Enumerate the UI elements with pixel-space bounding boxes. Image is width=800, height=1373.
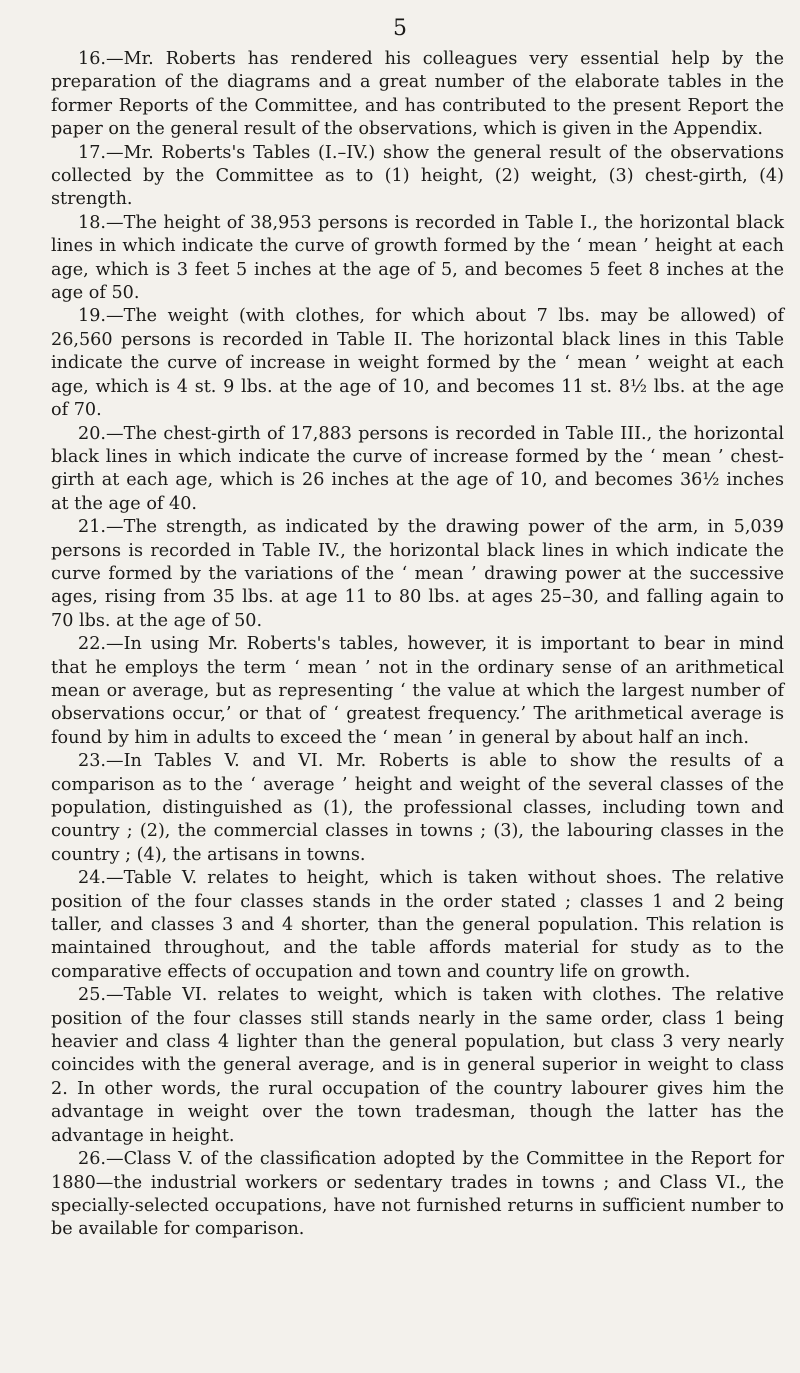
paragraph-number: 22. <box>78 634 106 655</box>
paragraph-20 <box>51 423 784 517</box>
paragraph-text: —Table V. relates to height, which is taken without shoes. The relative position of the four classes stands in the order stated ; classes 1 and 2 being taller, and classes 3 and 4 shorter, than the general population. This relation is maintained throughout, and the table affords material for study as to the comparative effects of occupation and town and country life on growth. <box>51 868 784 982</box>
paragraph-number: 24. <box>78 868 106 889</box>
paragraph-number: 18. <box>78 212 106 233</box>
paragraph-text: —The height of 38,953 persons is recorded in Table I., the horizontal black lines in which indicate the curve of growth formed by the ‘ mean ’ height at each age, which is 3 feet 5 inches at the age of 5, and becomes 5 feet 8 inches at the age of 50. <box>51 212 784 304</box>
paragraph-text: —The strength, as indicated by the drawing power of the arm, in 5,039 persons is recorded in Table IV., the horizontal black lines in which indicate the curve formed by the variations of the ‘ mean ’ drawing power at the successive ages, rising from 35 lbs. at age 11 to 80 lbs. at ages 25–30, and falling again to 70 lbs. at the age of 50. <box>51 517 784 631</box>
paragraph-number: 23. <box>78 751 106 772</box>
paragraph-22 <box>51 633 784 750</box>
paragraph-number: 26. <box>78 1149 106 1170</box>
paragraph-18 <box>51 212 784 306</box>
paragraph-text: —Table VI. relates to weight, which is taken with clothes. The relative position of the four classes still stands nearly in the same order, class 1 being heavier and class 4 lighter than the general population, but class 3 very nearly coincides with the general average, and is in general superior in weight to class 2. In other words, the rural occupation of the country labourer gives him the advantage in weight over the town tradesman, though the latter has the advantage in height. <box>51 985 784 1146</box>
paragraph-number: 19. <box>78 306 106 327</box>
paragraph-26 <box>51 1148 784 1242</box>
paragraph-text: —The chest-girth of 17,883 persons is recorded in Table III., the horizontal black lines in which indicate the curve of increase formed by the ‘ mean ’ chest-girth at each age, which is 26 inches at the age of 10, and becomes 36½ inches at the age of 40. <box>51 423 784 514</box>
paragraph-number: 17. <box>78 142 106 163</box>
paragraph-16 <box>51 48 784 142</box>
paragraph-23 <box>51 750 784 867</box>
body-text <box>51 48 784 1242</box>
paragraph-text: —Mr. Roberts's Tables (I.–IV.) show the general result of the observations collected by the Committee as to (1) height, (2) weight, (3) chest-girth, (4) strength. <box>51 142 784 210</box>
paragraph-text: —In using Mr. Roberts's tables, however, it is important to bear in mind that he employs the term ‘ mean ’ not in the ordinary sense of an arithmetical mean or average, but as representing ‘ the value at which the largest number of observations occur,’ or that of ‘ greatest frequency.’ The arithmetical average is found by him in adults to exceed the ‘ mean ’ in general by about half an inch. <box>51 634 784 748</box>
paragraph-number: 21. <box>78 517 106 538</box>
paragraph-number: 20. <box>78 423 106 444</box>
paragraph-number: 25. <box>78 985 106 1006</box>
paragraph-text: —Class V. of the classification adopted by the Committee in the Report for 1880—the industrial workers or sedentary trades in towns ; and Class VI., the specially-selected occupations, have not furnished returns in sufficient number to be available for comparison. <box>51 1149 784 1240</box>
paragraph-17 <box>51 142 784 212</box>
paragraph-text: —In Tables V. and VI. Mr. Roberts is able to show the results of a comparison as to the ‘ average ’ height and weight of the several classes of the population, distinguished as (1), the professional classes, including town and country ; (2), the commercial classes in towns ; (3), the labouring classes in the country ; (4), the artisans in towns. <box>51 751 784 865</box>
paragraph-number: 16. <box>78 49 106 69</box>
paragraph-21 <box>51 516 784 633</box>
paragraph-24 <box>51 867 784 984</box>
paragraph-19 <box>51 305 784 422</box>
page-number: 5 <box>393 16 407 41</box>
paragraph-text: —The weight (with clothes, for which about 7 lbs. may be allowed) of 26,560 persons is recorded in Table II. The horizontal black lines in this Table indicate the curve of increase in weight formed by the ‘ mean ’ weight at each age, which is 4 st. 9 lbs. at the age of 10, and becomes 11 st. 8½ lbs. at the age of 70. <box>51 306 784 421</box>
paragraph-25 <box>51 984 784 1148</box>
paragraph-text: —Mr. Roberts has rendered his colleagues very essential help by the preparation of the diagrams and a great number of the elaborate tables in the former Reports of the Committee, and has contributed to the present Report the paper on the general result of the observations, which is given in the Appendix. <box>51 49 784 140</box>
